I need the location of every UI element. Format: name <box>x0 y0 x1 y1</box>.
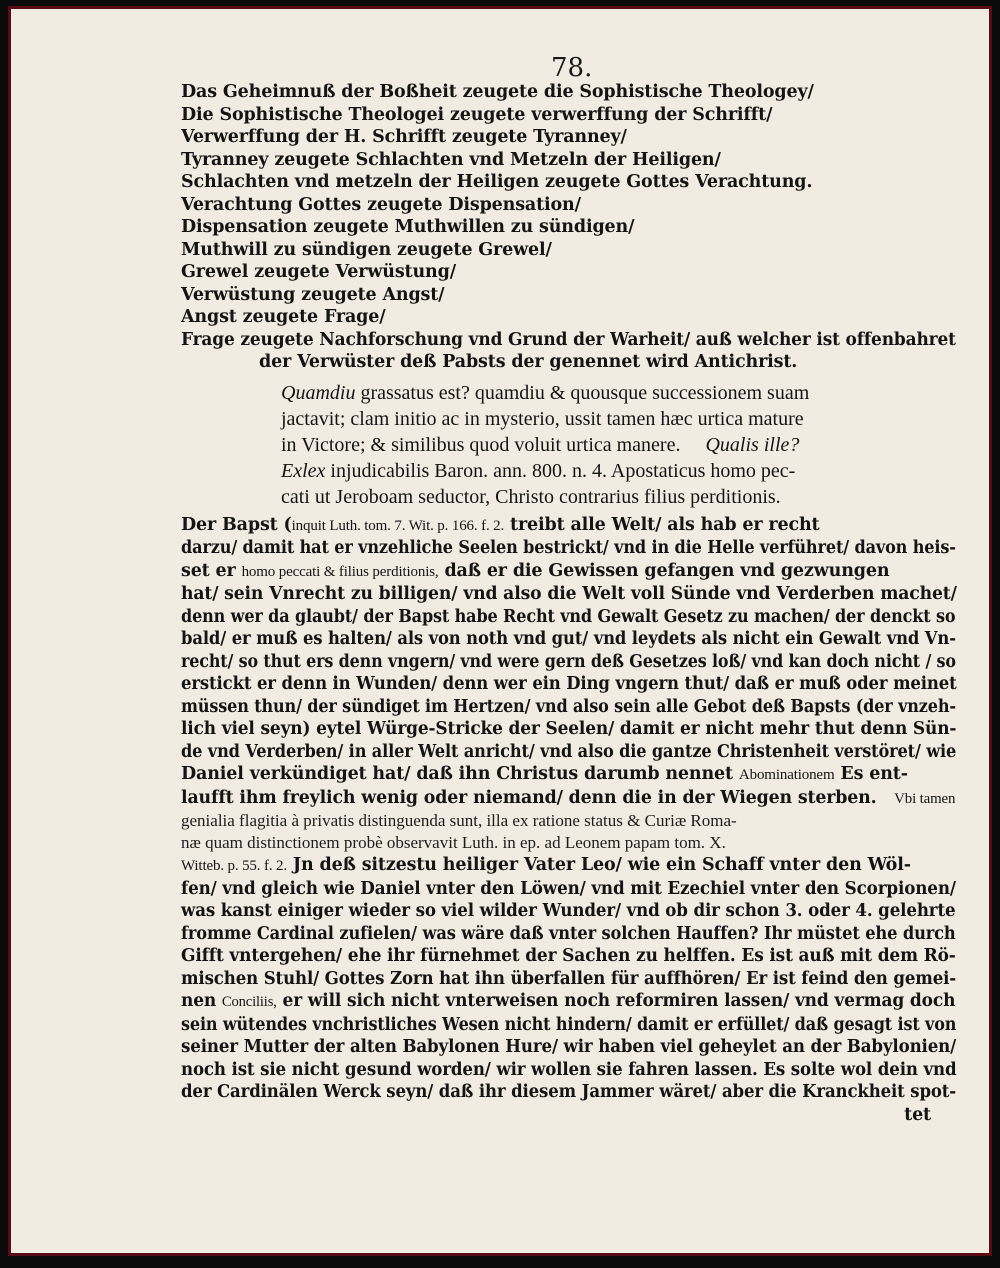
quote-text: nen <box>181 991 222 1011</box>
latin-text: injudicabilis Baron. ann. 800. n. 4. Apostaticus homo pec- <box>325 459 796 482</box>
quote-text: Jn deß sitzestu heiliger Vater Leo/ wie ein Schaff vnter den Wöl- <box>286 855 911 875</box>
latin-line <box>181 432 956 458</box>
genealogy-line: Angst zeugete Frage/ <box>181 307 386 327</box>
genealogy-section <box>181 81 956 374</box>
latin-note-line: genialia flagitia à privatis distinguenda sunt, illa ex ratione status & Curiæ Roma- <box>181 811 737 830</box>
latin-note <box>181 810 956 854</box>
text-block <box>181 81 956 1126</box>
catchword: tet <box>904 1104 931 1125</box>
genealogy-line: Verwerffung der H. Schrifft zeugete Tyranney/ <box>181 127 627 147</box>
genealogy-line: Die Sophistische Theologei zeugete verwerffung der Schrifft/ <box>181 104 773 125</box>
quote-text: Der Bapst ( <box>181 514 292 535</box>
genealogy-line: Muthwill zu sündigen zeugete Grewel/ <box>181 239 552 260</box>
quote-text: daß er die Gewissen gefangen vnd gezwungen <box>438 560 890 581</box>
quote-line: noch ist sie nicht gesund worden/ wir wollen sie fahren lassen. Es solte wol dein vnd <box>181 1059 957 1080</box>
book-page <box>8 6 992 1256</box>
quote-line <box>181 514 956 538</box>
genealogy-line: Grewel zeugete Verwüstung/ <box>181 262 456 282</box>
genealogy-line: Tyranney zeugete Schlachten vnd Metzeln der Heiligen/ <box>181 149 721 170</box>
latin-italic: Quamdiu <box>281 381 356 404</box>
quote-line: hat/ sein Vnrecht zu billigen/ vnd also die Welt voll Sünde vnd Verderben machet/ <box>181 584 957 604</box>
latin-passage <box>181 380 956 510</box>
quote-line: was kanst einiger wieder so viel wilder Wunder/ vnd ob dir schon 3. oder 4. gelehrte <box>181 901 956 921</box>
citation: Witteb. p. 55. f. 2. <box>181 858 287 874</box>
genealogy-line: Dispensation zeugete Muthwillen zu sündigen/ <box>181 217 635 237</box>
citation: Abominationem <box>738 767 835 783</box>
genealogy-line-continued: der Verwüster deß Pabsts der genennet wird Antichrist. <box>259 352 798 372</box>
page-number: 78. <box>551 53 593 83</box>
latin-line <box>181 380 956 406</box>
latin-italic: Qualis ille? <box>705 433 800 456</box>
quote-line: recht/ so thut ers denn vngern/ vnd were gern deß Gesetzes loß/ vnd kan doch nicht / so <box>181 651 956 672</box>
quote-text: er will sich nicht vnterweisen noch reformiren lassen/ vnd vermag doch <box>276 991 956 1011</box>
genealogy-line: Verwüstung zeugete Angst/ <box>181 284 445 305</box>
quote-line: lich viel seyn) eytel Würge-Stricke der Seelen/ damit er nicht mehr thut denn Sün- <box>181 719 957 739</box>
genealogy-line: Das Geheimnuß der Boßheit zeugete die Sophistische Theologey/ <box>181 82 814 102</box>
quote-line: bald/ er muß es halten/ als von noth vnd gut/ vnd leydets als nicht ein Gewalt vnd Vn- <box>181 629 956 649</box>
quote-text: treibt alle Welt/ als hab er recht <box>504 514 820 535</box>
quote-text: Daniel verkündiget hat/ daß ihn Christus darumb nennet <box>181 764 739 784</box>
quote-line: darzu/ damit hat er vnzehliche Seelen bestrickt/ vnd in die Helle verführet/ davon heis- <box>181 538 956 558</box>
genealogy-line: Verachtung Gottes zeugete Dispensation/ <box>181 194 581 215</box>
latin-line <box>181 458 956 484</box>
quote-text: set er <box>181 560 242 581</box>
latin-note-line: næ quam distinctionem probè observavit Luth. in ep. ad Leonem papam tom. X. <box>181 833 726 852</box>
quote-line: denn wer da glaubt/ der Bapst habe Recht vnd Gewalt Gesetz zu machen/ der denckt so <box>181 606 956 627</box>
quote-line <box>181 787 956 811</box>
latin-text: grassatus est? quamdiu & quousque successionem suam <box>355 381 810 404</box>
genealogy-line: Frage zeugete Nachforschung vnd Grund der Warheit/ auß welcher ist offenbahret <box>181 329 956 350</box>
quote-line <box>181 763 956 787</box>
latin-line: jactavit; clam initio ac in mysterio, ussit tamen hæc urtica mature <box>281 407 804 430</box>
quote-line <box>181 990 956 1014</box>
genealogy-line: Schlachten vnd metzeln der Heiligen zeugete Gottes Verachtung. <box>181 172 813 192</box>
citation: Conciliis, <box>221 994 277 1010</box>
quote-line: der Cardinälen Werck seyn/ daß ihr diesem Jammer wäret/ aber die Kranckheit spot- <box>181 1082 957 1102</box>
leo-quote <box>181 854 956 1126</box>
latin-italic: Exlex <box>281 459 326 482</box>
quote-line: fen/ vnd gleich wie Daniel vnter den Löwen/ vnd mit Ezechiel vnter den Scorpionen/ <box>181 878 956 899</box>
quote-line <box>181 560 956 584</box>
citation: homo peccati & filius perditionis, <box>241 563 439 580</box>
quote-line: mischen Stuhl/ Gottes Zorn hat ihn überfallen für auffhören/ Er ist feind den gemei- <box>181 968 957 989</box>
quote-line: erstickt er denn in Wunden/ denn wer ein Ding vngern thut/ daß er muß oder meinet <box>181 674 957 694</box>
quote-line: seiner Mutter der alten Babylonen Hure/ wir haben viel geheylet an der Babylonien/ <box>181 1037 957 1057</box>
latin-text: in Victore; & similibus quod voluit urtica manere. <box>281 433 681 456</box>
quote-line: de vnd Verderben/ in aller Welt anricht/ vnd also die gantze Christenheit verstöret/ wie <box>181 741 957 762</box>
quote-line: sein wütendes vnchristliches Wesen nicht hindern/ damit er erfüllet/ daß gesagt ist von <box>181 1014 957 1035</box>
luther-quote <box>181 514 956 811</box>
quote-line: fromme Cardinal zufielen/ was wäre daß vnter solchen Hauffen? Ihr müstet ehe durch <box>181 923 956 944</box>
latin-line: cati ut Jeroboam seductor, Christo contrarius filius perditionis. <box>281 485 781 508</box>
quote-line: Gifft vntergehen/ ehe ihr fürnehmet der Sachen zu helffen. Es ist auß mit dem Rö- <box>181 946 956 966</box>
citation: Vbi tamen <box>894 790 956 807</box>
citation: inquit Luth. tom. 7. Wit. p. 166. f. 2. <box>291 517 505 534</box>
quote-line <box>181 854 956 878</box>
quote-text: Es ent- <box>834 764 908 784</box>
quote-text: laufft ihm freylich wenig oder niemand/ denn die in der Wiegen sterben. <box>181 787 877 808</box>
quote-line: müssen thun/ der sündiget im Hertzen/ vnd also sein alle Gebot deß Bapsts (der vnzeh- <box>181 696 956 717</box>
